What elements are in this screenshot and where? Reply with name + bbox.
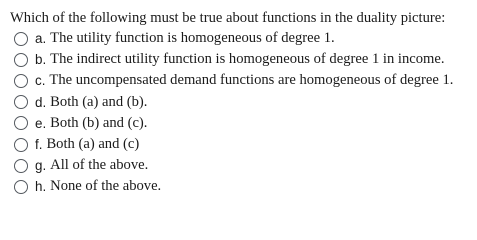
option-e[interactable] xyxy=(14,113,453,134)
option-d-text: Both (a) and (b). xyxy=(50,93,148,110)
option-e-letter: e. xyxy=(35,115,47,131)
option-h-letter: h. xyxy=(35,179,47,195)
radio-button-c[interactable] xyxy=(14,74,28,88)
option-a[interactable] xyxy=(14,28,453,49)
radio-button-g[interactable] xyxy=(14,159,28,173)
radio-button-a[interactable] xyxy=(14,32,28,46)
option-c-text: The uncompensated demand functions are homogeneous of degree 1. xyxy=(49,72,454,89)
option-e-text: Both (b) and (c). xyxy=(50,114,148,131)
option-a-letter: a. xyxy=(35,31,47,47)
option-f-text: Both (a) and (c) xyxy=(46,136,140,153)
radio-button-f[interactable] xyxy=(14,138,28,152)
option-g[interactable] xyxy=(14,155,453,176)
radio-button-d[interactable] xyxy=(14,95,28,109)
option-g-letter: g. xyxy=(35,158,47,174)
radio-button-e[interactable] xyxy=(14,116,28,130)
radio-button-h[interactable] xyxy=(14,180,28,194)
option-c[interactable] xyxy=(14,70,453,91)
option-a-text: The utility function is homogeneous of degree 1. xyxy=(50,30,335,47)
radio-button-b[interactable] xyxy=(14,53,28,67)
option-b[interactable] xyxy=(14,49,453,70)
option-d[interactable] xyxy=(14,92,453,113)
option-c-letter: c. xyxy=(35,73,46,89)
option-g-text: All of the above. xyxy=(50,157,149,174)
answer-options-list xyxy=(14,28,453,198)
option-d-letter: d. xyxy=(35,94,47,110)
option-b-letter: b. xyxy=(35,52,47,68)
question-prompt: Which of the following must be true about functions in the duality picture: xyxy=(10,10,446,26)
option-h[interactable] xyxy=(14,176,453,197)
option-h-text: None of the above. xyxy=(50,178,162,195)
option-b-text: The indirect utility function is homogeneous of degree 1 in income. xyxy=(50,51,445,68)
option-f-letter: f. xyxy=(35,137,43,153)
option-f[interactable] xyxy=(14,134,453,155)
